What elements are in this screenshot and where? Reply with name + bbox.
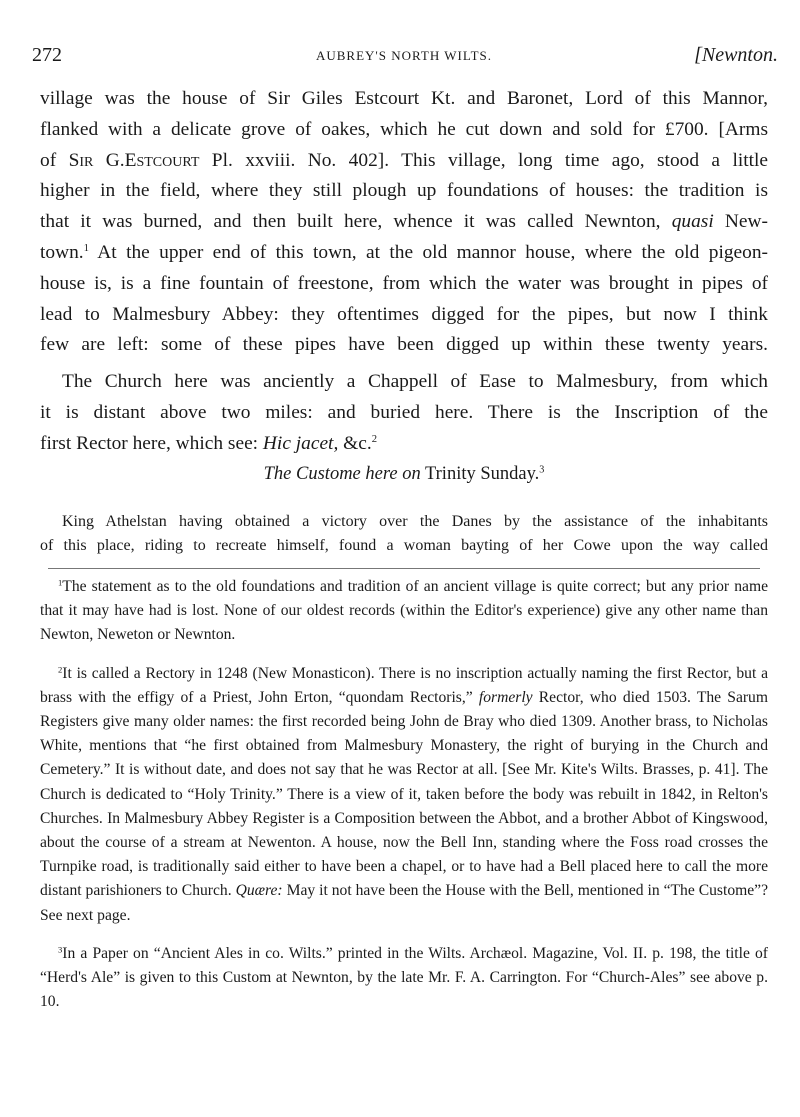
footnote-marker: 2 [58,664,63,675]
footnote-3 [40,942,768,1015]
footnote-ref-2[interactable]: 2 [371,432,378,445]
footnote-marker: 1 [58,577,63,588]
footnote-text: In a Paper on “Ancient Ales in co. Wilts.” printed in the Wilts. Archæol. Magazine, Vol. II. p. 198, the title of “Herd's Ale” is given to this Custom at Newnton, by the late Mr. F. A. Carrington. For “Church-Ales” see above p. 10. [40,944,768,1011]
paragraph-church-line-3 [40,429,768,460]
small-caps-name: Sir G.Estcourt [68,149,200,171]
text-line: flanked with a delicate grove of oakes, which he cut down and sold for £700. [Arms [40,118,768,140]
page-number: 272 [32,44,62,66]
text-line: house is, is a fine fountain of freestone, from which the water was brought in pipes of [40,272,768,294]
text-fragment: first Rector here, which see: [40,432,263,454]
footnote-divider [48,568,760,569]
paragraph-estcourt-line-3 [40,146,768,177]
text-line: The Church here was anciently a Chappell of Ease to Malmesbury, from which [62,371,768,393]
paragraph-estcourt-line-2 [40,115,768,146]
text-fragment: &c. [338,432,372,454]
paragraph-estcourt-line-5 [40,207,768,238]
text-line: lead to Malmesbury Abbey: they oftentimes digged for the pipes, but now I think [40,303,768,325]
paragraph-estcourt-line-9 [40,330,768,361]
paragraph-estcourt-line-4 [40,176,768,207]
text-fragment: New- [713,211,768,233]
section-marker: [Newnton. [694,44,778,66]
main-text [40,84,768,460]
italic-formerly: formerly [478,688,533,706]
italic-hic-jacet: Hic jacet, [262,432,339,454]
text-fragment: At the upper end of this town, at the old mannor house, where the old pigeon- [88,241,768,263]
footnote-text: It is called a Rectory in 1248 (New Monasticon). There is no inscription actually naming the first Rector, but a brass with the effigy of a Priest, John Erton, “quondam Rectoris,” [40,664,768,706]
italic-quaere: Quære: [235,882,283,900]
section-heading [40,464,768,485]
running-header [32,44,778,74]
footnote-1 [40,575,768,648]
heading-roman: Trinity Sunday. [420,464,540,484]
footnote-text: Rector, who died 1503. The Sarum Registers give many older names: the first recorded being John de Bray who died 1309. Another brass, to Nicholas White, mentions that “he first obtained from Malmesbury Monastery, the right of burying in the Church and Cemetery.” It is without date, and does not say that he was Rector at all. [See Mr. Kite's Wilts. Brasses, p. 41]. The Church is dedicated to “Holy Trinity.” There is a view of it, taken before the body was rebuilt in 1842, in Relton's Churches. In Malmesbury Abbey Register is a Composition between the Abbot, and a brother Abbot of Kingswood, about the course of a stream at Newenton. A house, now the Bell Inn, standing where the Foss road crosses the Turnpike road, is traditionally said either to have been a chapel, or to have had a Bell placed here to call the more distant parishioners to Church. [40,688,768,900]
running-title: AUBREY'S NORTH WILTS. [315,48,493,63]
italic-quasi: quasi [671,211,714,233]
text-line: higher in the field, where they still plough up foundations of houses: the tradition is [40,180,768,202]
footnote-2 [40,662,768,928]
text-fragment: Pl. xxviii. No. 402]. This village, long time ago, stood a little [199,149,768,171]
heading-italic: The Custome here on [263,464,421,484]
text-fragment: town. [40,241,84,263]
footnote-marker: 3 [58,944,63,955]
footnote-text: The statement as to the old foundations and tradition of an ancient village is quite correct; but any prior name that it may have had is lost. None of our oldest records (within the Editor's experience) give any other name than Newton, Neweton or Newnton. [40,578,768,644]
footnotes [40,575,768,1028]
text-line: village was the house of Sir Giles Estcourt Kt. and Baronet, Lord of this Mannor, [40,88,768,109]
custom-line-1: King Athelstan having obtained a victory over the Danes by the assistance of the inhabitants [62,513,768,530]
paragraph-church-line-1 [40,367,768,398]
paragraph-estcourt-line-6 [40,238,768,269]
text-line: few are left: some of these pipes have been digged up within these twenty years. [40,334,768,356]
footnote-text: May it not have been the House with the Bell, mentioned in “The Custome”? See next page. [40,882,769,924]
text-line: it is distant above two miles: and buried here. There is the Inscription of the [40,401,768,423]
text-fragment: of [40,149,69,171]
custom-text [40,510,768,558]
text-fragment: that it was burned, and then built here, whence it was called Newnton, [40,211,672,233]
custom-line-2: of this place, riding to recreate himself, found a woman bayting of her Cowe upon the way called [40,537,768,554]
paragraph-estcourt-line-7 [40,269,768,300]
paragraph-estcourt-line-1 [40,84,768,115]
paragraph-church-line-2 [40,398,768,429]
footnote-ref-1[interactable]: 1 [83,242,89,255]
paragraph-estcourt-line-8 [40,300,768,331]
footnote-ref-3[interactable]: 3 [539,464,545,476]
